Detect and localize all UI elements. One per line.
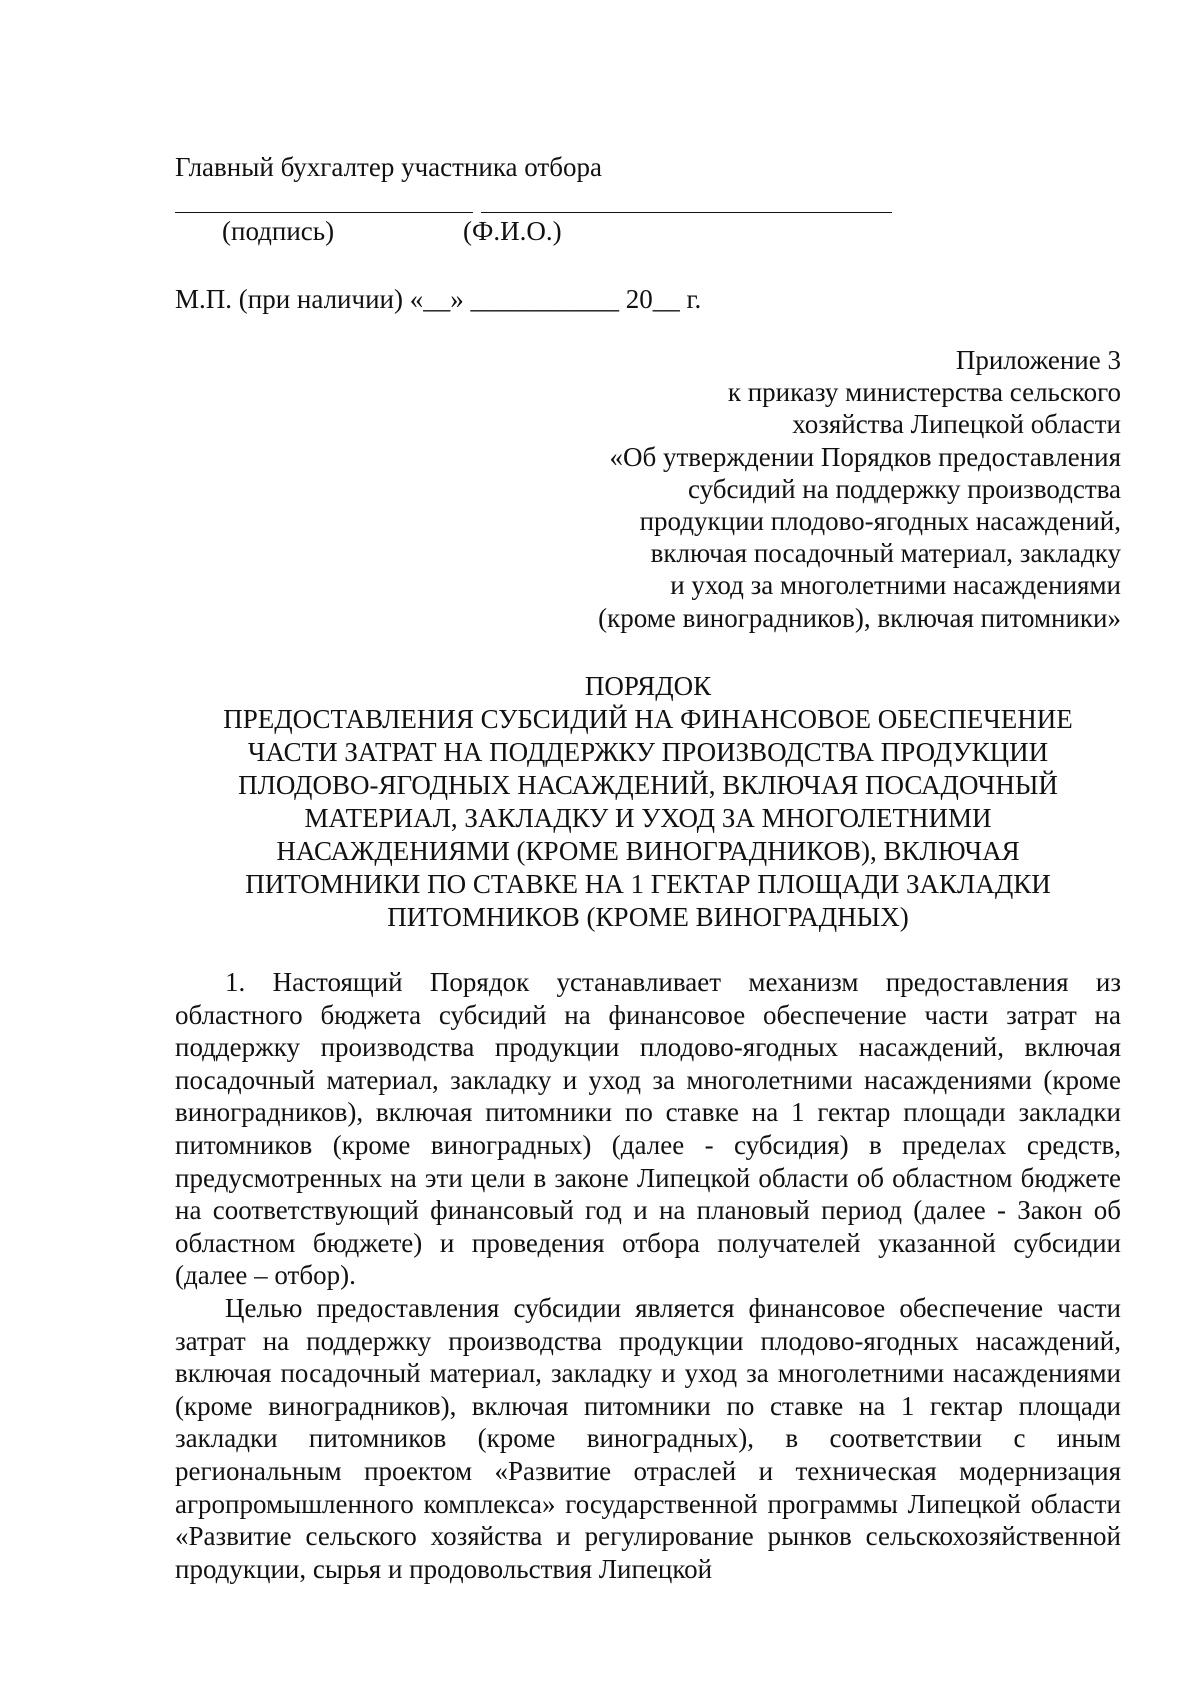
appendix-line: включая посадочный материал, закладку (650, 538, 1121, 569)
title-line: ПРЕДОСТАВЛЕНИЯ СУБСИДИЙ НА ФИНАНСОВОЕ ОБЕСПЕЧЕНИЕ (223, 704, 1073, 734)
appendix-line: (кроме виноградников), включая питомники» (598, 602, 1121, 633)
title-line: ПИТОМНИКИ ПО СТАВКЕ НА 1 ГЕКТАР ПЛОЩАДИ ЗАКЛАДКИ (245, 869, 1051, 899)
title-line: МАТЕРИАЛ, ЗАКЛАДКУ И УХОД ЗА МНОГОЛЕТНИМИ (304, 803, 992, 833)
title-line: ЧАСТИ ЗАТРАТ НА ПОДДЕРЖКУ ПРОИЗВОДСТВА ПРОДУКЦИИ (247, 737, 1049, 767)
appendix-line: Приложение 3 (955, 345, 1121, 375)
paragraph-1: 1. Настоящий Порядок устанавливает механизм предоставления из областного бюджета субсидий на финансовое обеспечение части затрат на поддержку производства продукции плодово-ягодных насаждений, включая посадочный материал, закладку и уход за многолетними насаждениями (кроме виноградников), включая питомники по ставке на 1 гектар площади закладки питомников (кроме виноградных) (далее - субсидия) в пределах средств, предусмотренных на эти цели в законе Липецкой области об областном бюджете на соответствующий финансовый год и на плановый период (далее - Закон об областном бюджете) и проведения отбора получателей указанной субсидии (далее – отбор). (175, 967, 1121, 1291)
appendix-line: субсидий на поддержку производства (687, 473, 1121, 504)
appendix-line: продукции плодово-ягодных насаждений, (639, 506, 1121, 537)
name-caption: (Ф.И.О.) (463, 216, 562, 246)
document-body (175, 966, 1121, 1585)
stamp-date-line: М.П. (при наличии) «__» ___________ 20__ г. (175, 284, 702, 314)
name-underline (481, 212, 892, 213)
signature-caption: (подпись) (222, 216, 335, 246)
appendix-header (598, 344, 1121, 634)
appendix-line: «Об утверждении Порядков предоставления (609, 441, 1121, 472)
appendix-line: к приказу министерства сельского (727, 377, 1121, 408)
appendix-line: и уход за многолетними насаждениями (670, 570, 1121, 601)
title-line: ПИТОМНИКОВ (КРОМЕ ВИНОГРАДНЫХ) (387, 902, 909, 932)
title-line: ПОРЯДОК (584, 671, 712, 701)
signature-underline (175, 212, 473, 213)
chief-accountant-label: Главный бухгалтер участника отбора (175, 152, 602, 182)
paragraph-2: Целью предоставления субсидии является финансовое обеспечение части затрат на поддержку производства продукции плодово-ягодных насаждений, включая посадочный материал, закладку и уход за многолетними насаждениями (кроме виноградников), включая питомники по ставке на 1 гектар площади закладки питомников (кроме виноградных), в соответствии с иным региональным проектом «Развитие отраслей и техническая модернизация агропромышленного комплекса» государственной программы Липецкой области «Развитие сельского хозяйства и регулирование рынков сельскохозяйственной продукции, сырья и продовольствия Липецкой (175, 1292, 1121, 1584)
appendix-line: хозяйства Липецкой области (792, 409, 1121, 440)
document-title (175, 670, 1121, 934)
title-line: НАСАЖДЕНИЯМИ (КРОМЕ ВИНОГРАДНИКОВ), ВКЛЮЧАЯ (276, 836, 1020, 866)
title-line: ПЛОДОВО-ЯГОДНЫХ НАСАЖДЕНИЙ, ВКЛЮЧАЯ ПОСАДОЧНЫЙ (238, 770, 1058, 800)
